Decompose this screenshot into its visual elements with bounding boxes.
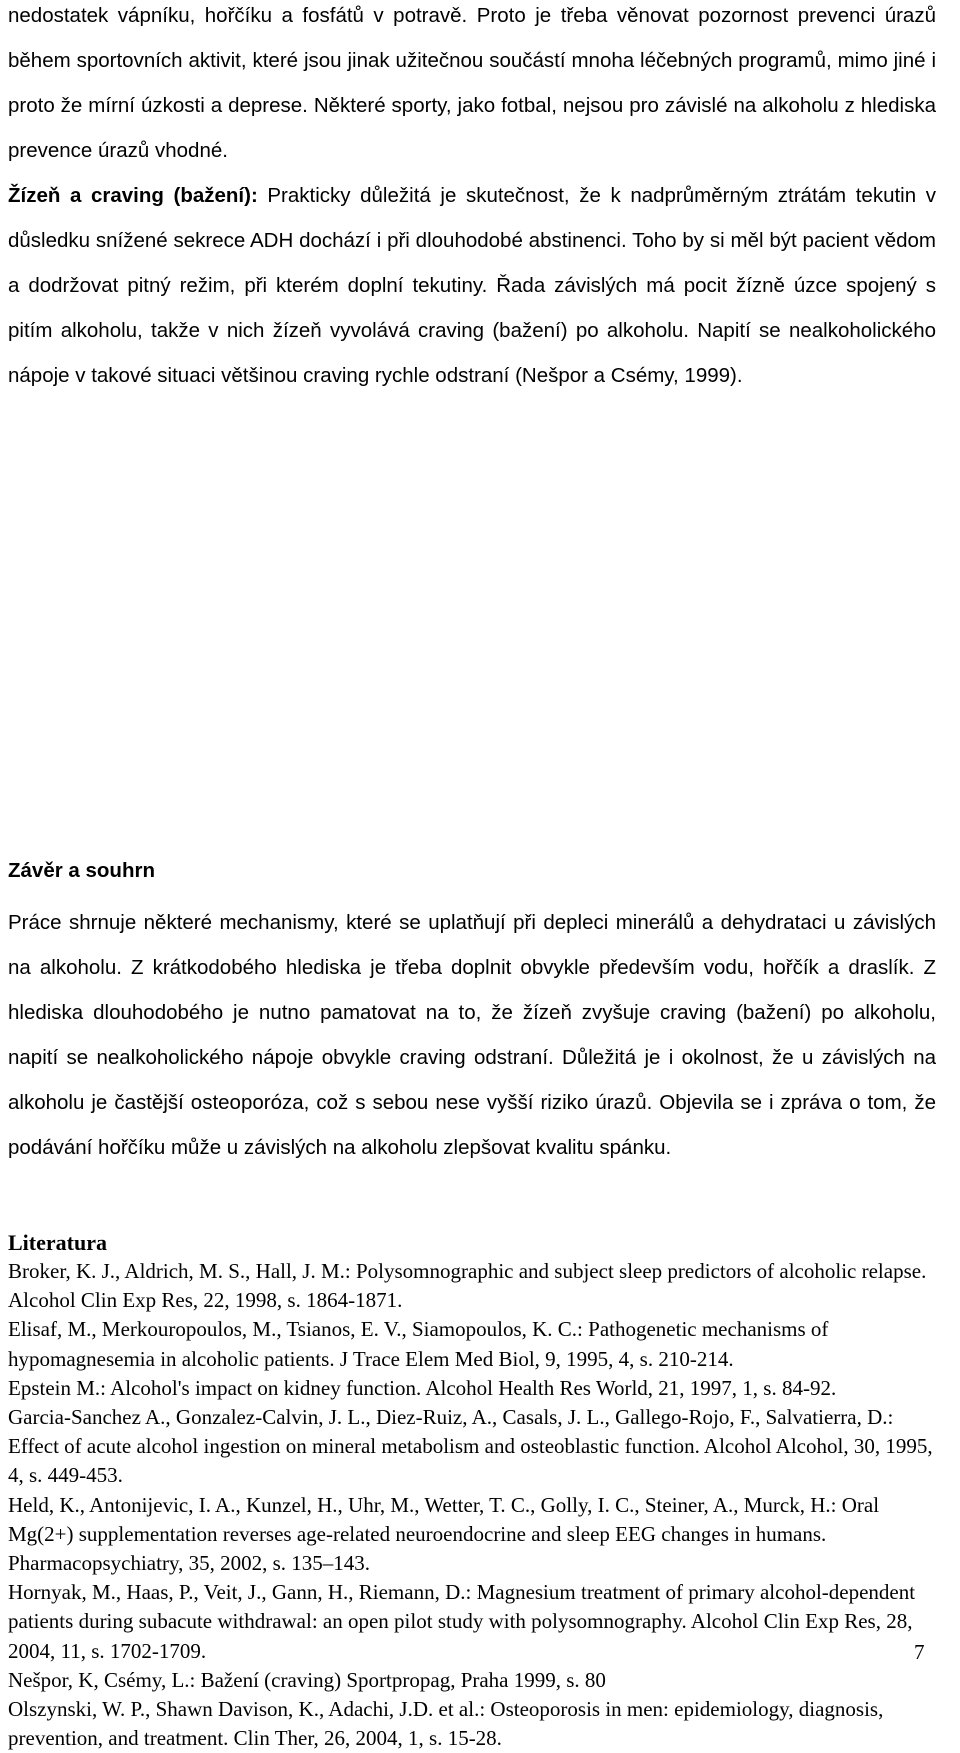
reference-list xyxy=(0,1257,944,1753)
reference-item: Elisaf, M., Merkouropoulos, M., Tsianos, E. V., Siamopoulos, K. C.: Pathogenetic mechanisms of hypomagnesemia in alcoholic patients. J Trace Elem Med Biol, 9, 1995, 4, s. 210-214. xyxy=(8,1317,829,1371)
literature-heading: Literatura xyxy=(8,1230,107,1255)
reference-item: Nešpor, K, Csémy, L.: Bažení (craving) Sportpropag, Praha 1999, s. 80 xyxy=(8,1667,606,1692)
reference-item: Broker, K. J., Aldrich, M. S., Hall, J. M.: Polysomnographic and subject sleep predictors of alcoholic relapse. Alcohol Clin Exp Res, 22, 1998, s. 1864-1871. xyxy=(8,1259,927,1313)
intro-paragraph-2 xyxy=(0,173,944,398)
thirst-craving-lead: Žízeň a craving (bažení): xyxy=(8,184,258,207)
thirst-craving-text: Prakticky důležitá je skutečnost, že k nadprůměrným ztrátám tekutin v důsledku snížené sekrece ADH dochází i při dlouhodobé abstinenci. Toho by si měl být pacient vědom a dodržovat pitný režim, při kterém doplní tekutiny. Řada závislých má pocit žízně úzce spojený s pitím alkoholu, takže v nich žízeň vyvolává craving (bažení) po alkoholu. Napití se nealkoholického nápoje v takové situaci většinou craving rychle odstraní (Nešpor a Csémy, 1999). xyxy=(8,184,936,387)
reference-item: Epstein M.: Alcohol's impact on kidney function. Alcohol Health Res World, 21, 1997, 1, s. 84-92. xyxy=(8,1375,837,1400)
intro-paragraph-1: nedostatek vápníku, hořčíku a fosfátů v potravě. Proto je třeba věnovat pozornost prevenci úrazů během sportovních aktivit, které jsou jinak užitečnou součástí mnoha léčebných programů, mimo jiné i proto že mírní úzkosti a deprese. Některé sporty, jako fotbal, nejsou pro závislé na alkoholu z hlediska prevence úrazů vhodné. xyxy=(8,4,936,162)
reference-item: Hornyak, M., Haas, P., Veit, J., Gann, H., Riemann, D.: Magnesium treatment of primary alcohol-dependent patients during subacute withdrawal: an open pilot study with polysomnography. Alcohol Clin Exp Res, 28, 2004, 11, s. 1702-1709. xyxy=(8,1580,916,1663)
reference-item: Garcia-Sanchez A., Gonzalez-Calvin, J. L., Diez-Ruiz, A., Casals, J. L., Gallego-Rojo, F., Salvatierra, D.: Effect of acute alcohol ingestion on mineral metabolism and osteoblastic function. Alcohol Alcohol, 30, 1995, 4, s. 449-453. xyxy=(8,1405,933,1488)
intro-section xyxy=(0,0,944,398)
conclusion-heading: Závěr a souhrn xyxy=(8,859,155,882)
reference-item: Olszynski, W. P., Shawn Davison, K., Adachi, J.D. et al.: Osteoporosis in men: epidemiology, diagnosis, prevention, and treatment. Clin Ther, 26, 2004, 1, s. 15-28. xyxy=(8,1697,884,1751)
conclusion-section xyxy=(0,900,944,1170)
page-number: 7 xyxy=(914,1640,925,1664)
conclusion-paragraph: Práce shrnuje některé mechanismy, které se uplatňují při depleci minerálů a dehydrataci u závislých na alkoholu. Z krátkodobého hlediska je třeba doplnit obvykle především vodu, hořčík a draslík. Z hlediska dlouhodobého je nutno pamatovat na to, že žízeň zvyšuje craving (bažení) po alkoholu, napití se nealkoholického nápoje obvykle craving odstraní. Důležitá je i okolnost, že u závislých na alkoholu je častější osteoporóza, což s sebou nese vyšší riziko úrazů. Objevila se i zpráva o tom, že podávání hořčíku může u závislých na alkoholu zlepšovat kvalitu spánku. xyxy=(8,911,936,1159)
reference-item: Held, K., Antonijevic, I. A., Kunzel, H., Uhr, M., Wetter, T. C., Golly, I. C., Steiner, A., Murck, H.: Oral Mg(2+) supplementation reverses age-related neuroendocrine and sleep EEG changes in humans. Pharmacopsychiatry, 35, 2002, s. 135–143. xyxy=(8,1492,880,1576)
